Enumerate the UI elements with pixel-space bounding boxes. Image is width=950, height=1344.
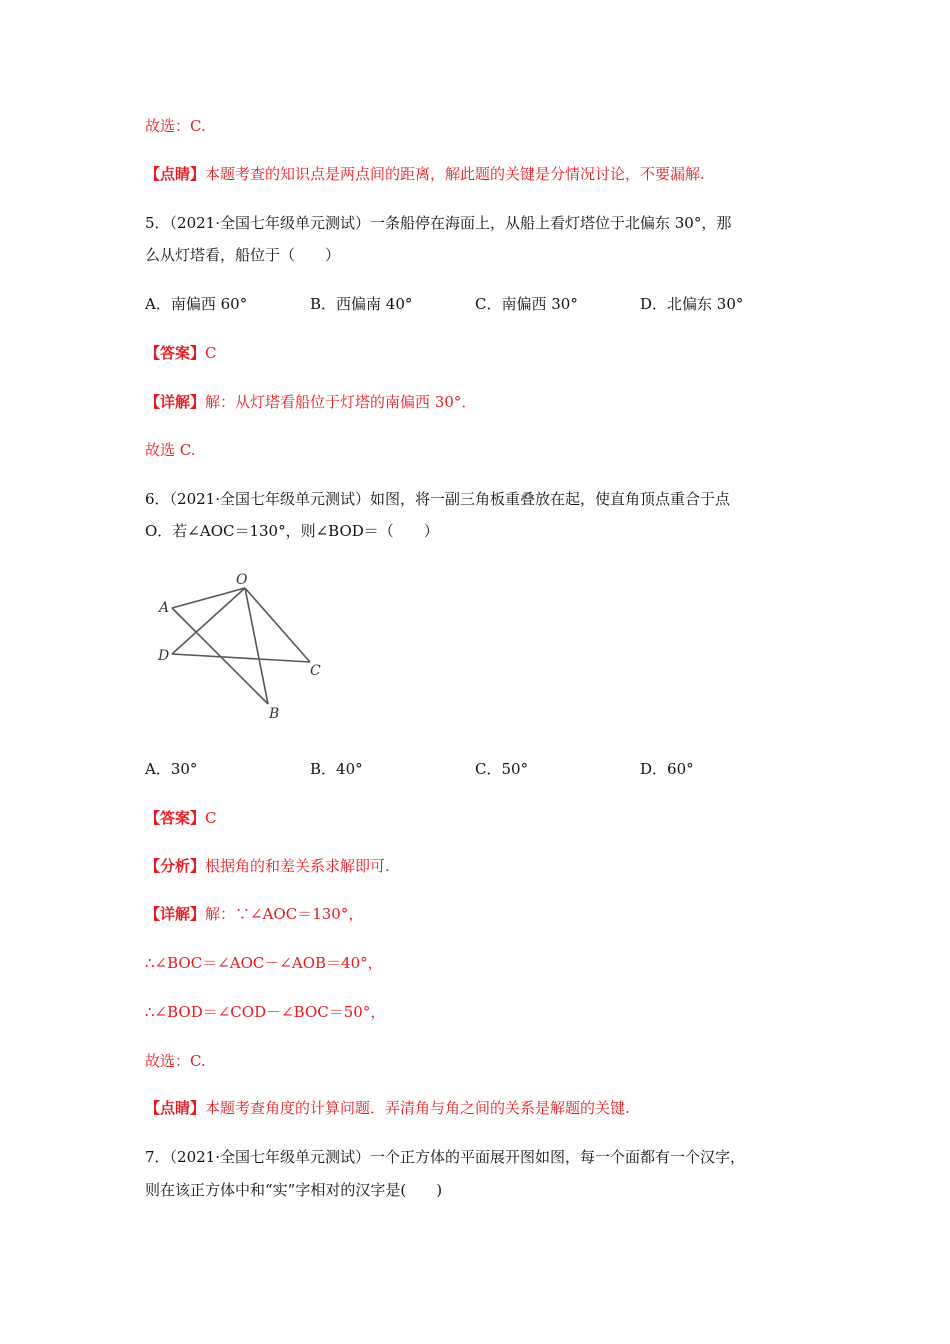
q6-conclusion: 故选：C.	[145, 1052, 206, 1070]
q5-option-c: C．南偏西 30°	[475, 295, 578, 313]
answer-tag: 【答案】	[145, 344, 206, 362]
triangle-figure	[150, 566, 340, 726]
q6-stem-line1: 6．（2021·全国七年级单元测试）如图，将一副三角板重叠放在起，使直角顶点重合于点	[145, 490, 730, 508]
prev-conclusion: 故选：C.	[145, 117, 206, 135]
q7-stem-line2: 则在该正方体中和“实”字相对的汉字是( )	[145, 1181, 443, 1199]
label-b: B	[269, 706, 280, 722]
comment-tag: 【点睛】	[145, 1099, 206, 1117]
q5-conclusion: 故选 C.	[145, 441, 196, 459]
comment-tag: 【点睛】	[145, 165, 206, 183]
q6-detail-line3: ∴∠BOD＝∠COD－∠BOC＝50°，	[145, 1003, 386, 1021]
q6-answer	[145, 807, 217, 829]
prev-comment	[145, 163, 705, 185]
q5-option-a: A．南偏西 60°	[145, 295, 248, 313]
q5-stem-line2: 么从灯塔看，船位于（ ）	[145, 246, 341, 264]
q6-comment	[145, 1097, 630, 1119]
q6-detail	[145, 903, 363, 925]
comment-text: 本题考查角度的计算问题．弄清角与角之间的关系是解题的关键.	[205, 1099, 630, 1117]
comment-text: 本题考查的知识点是两点间的距离，解此题的关键是分情况讨论，不要漏解.	[205, 165, 705, 183]
q6-option-d: D．60°	[640, 760, 694, 778]
q5-detail	[145, 391, 476, 413]
detail-line1: 解：∵∠AOC＝130°，	[205, 905, 364, 923]
answer-value: C	[205, 344, 217, 362]
answer-value: C	[205, 809, 217, 827]
segment-ob	[245, 588, 268, 704]
label-c: C	[310, 663, 321, 679]
segment-dc	[172, 654, 310, 662]
q5-stem-line1: 5．（2021·全国七年级单元测试）一条船停在海面上，从船上看灯塔位于北偏东 30°，那	[145, 214, 732, 232]
q5-answer	[145, 342, 217, 364]
q6-analysis	[145, 855, 390, 877]
detail-tag: 【详解】	[145, 393, 206, 411]
q5-option-b: B．西偏南 40°	[310, 295, 413, 313]
q6-detail-line2: ∴∠BOC＝∠AOC－∠AOB＝40°，	[145, 954, 383, 972]
segment-oc	[245, 588, 310, 662]
label-a: A	[159, 600, 170, 616]
q7-stem-line1: 7．（2021·全国七年级单元测试）一个正方体的平面展开图如图，每一个面都有一个汉字，	[145, 1148, 745, 1166]
analysis-text: 根据角的和差关系求解即可.	[205, 857, 390, 875]
q6-stem-line2: O．若∠AOC＝130°，则∠BOD＝（ ）	[145, 522, 439, 540]
label-o: O	[236, 572, 248, 588]
q5-option-d: D．北偏东 30°	[640, 295, 744, 313]
label-d: D	[158, 648, 170, 664]
q6-option-b: B．40°	[310, 760, 363, 778]
q6-option-c: C．50°	[475, 760, 529, 778]
answer-tag: 【答案】	[145, 809, 206, 827]
analysis-tag: 【分析】	[145, 857, 206, 875]
detail-text: 解：从灯塔看船位于灯塔的南偏西 30°．	[205, 393, 477, 411]
q6-option-a: A．30°	[145, 760, 198, 778]
detail-tag: 【详解】	[145, 905, 206, 923]
